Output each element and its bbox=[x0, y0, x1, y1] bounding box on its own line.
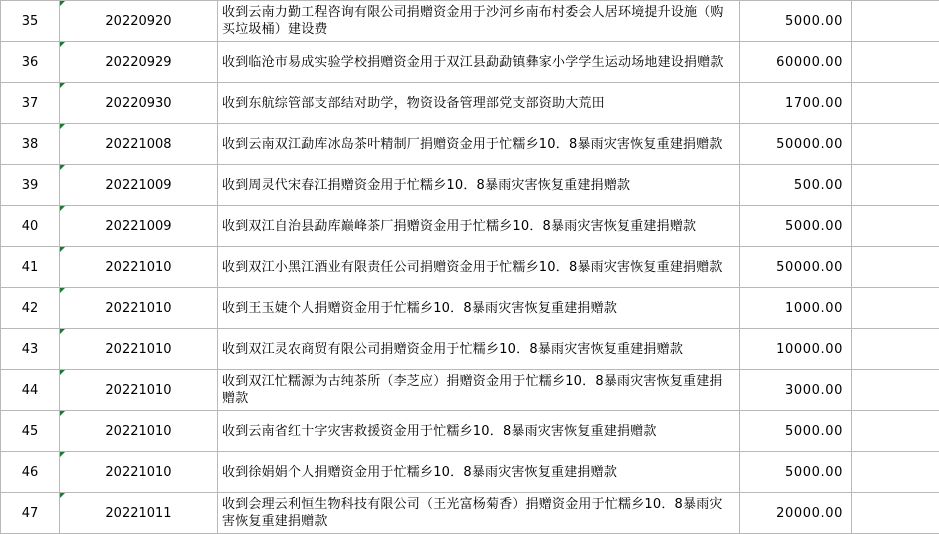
amount-text: 5000.00 bbox=[785, 423, 847, 440]
table-row[interactable] bbox=[1, 247, 939, 288]
description-text: 收到双江自治县勐库巅峰茶厂捐赠资金用于忙糯乡10．8暴雨灾害恢复重建捐赠款 bbox=[222, 218, 735, 235]
description-text: 收到临沧市易成实验学校捐赠资金用于双江县勐勐镇彝家小学学生运动场地建设捐赠款 bbox=[222, 54, 735, 71]
cell-amount[interactable] bbox=[740, 206, 852, 247]
amount-text: 1700.00 bbox=[785, 95, 847, 112]
table-row[interactable] bbox=[1, 329, 939, 370]
date-text: 20220929 bbox=[105, 55, 171, 70]
cell-comment-flag bbox=[60, 452, 65, 457]
table-row[interactable] bbox=[1, 452, 939, 493]
cell-comment-flag bbox=[60, 288, 65, 293]
cell-amount[interactable] bbox=[740, 42, 852, 83]
cell-index[interactable]: 39 bbox=[1, 165, 60, 206]
cell-comment-flag bbox=[60, 493, 65, 498]
cell-description[interactable] bbox=[218, 288, 740, 329]
table-row[interactable] bbox=[1, 83, 939, 124]
cell-amount[interactable] bbox=[740, 452, 852, 493]
cell-comment-flag bbox=[60, 329, 65, 334]
cell-date[interactable] bbox=[60, 42, 218, 83]
cell-index[interactable]: 35 bbox=[1, 1, 60, 42]
table-row[interactable] bbox=[1, 493, 939, 534]
cell-description[interactable] bbox=[218, 370, 740, 411]
cell-description[interactable] bbox=[218, 1, 740, 42]
amount-text: 3000.00 bbox=[785, 382, 847, 399]
cell-amount[interactable] bbox=[740, 493, 852, 534]
date-text: 20221010 bbox=[105, 260, 171, 275]
description-text: 收到东航综管部支部结对助学，物资设备管理部党支部资助大荒田 bbox=[222, 95, 735, 112]
cell-empty[interactable] bbox=[852, 370, 939, 411]
cell-comment-flag bbox=[60, 1, 65, 6]
date-text: 20221009 bbox=[105, 219, 171, 234]
amount-text: 60000.00 bbox=[776, 54, 847, 71]
cell-comment-flag bbox=[60, 206, 65, 211]
table-row[interactable] bbox=[1, 165, 939, 206]
cell-empty[interactable] bbox=[852, 206, 939, 247]
cell-date[interactable] bbox=[60, 493, 218, 534]
table-row[interactable] bbox=[1, 42, 939, 83]
cell-comment-flag bbox=[60, 165, 65, 170]
table-row[interactable] bbox=[1, 370, 939, 411]
cell-date[interactable] bbox=[60, 288, 218, 329]
cell-comment-flag bbox=[60, 411, 65, 416]
cell-amount[interactable] bbox=[740, 1, 852, 42]
cell-index[interactable]: 43 bbox=[1, 329, 60, 370]
cell-amount[interactable] bbox=[740, 370, 852, 411]
cell-description[interactable] bbox=[218, 124, 740, 165]
cell-date[interactable] bbox=[60, 452, 218, 493]
amount-text: 5000.00 bbox=[785, 13, 847, 30]
cell-date[interactable] bbox=[60, 370, 218, 411]
description-text: 收到徐娟娟个人捐赠资金用于忙糯乡10．8暴雨灾害恢复重建捐赠款 bbox=[222, 464, 735, 481]
cell-description[interactable] bbox=[218, 411, 740, 452]
cell-amount[interactable] bbox=[740, 247, 852, 288]
cell-amount[interactable] bbox=[740, 329, 852, 370]
table-row[interactable] bbox=[1, 206, 939, 247]
cell-empty[interactable] bbox=[852, 42, 939, 83]
cell-date[interactable] bbox=[60, 165, 218, 206]
amount-text: 50000.00 bbox=[776, 259, 847, 276]
date-text: 20220930 bbox=[105, 96, 171, 111]
cell-index[interactable]: 36 bbox=[1, 42, 60, 83]
cell-comment-flag bbox=[60, 247, 65, 252]
cell-empty[interactable] bbox=[852, 329, 939, 370]
table-row[interactable] bbox=[1, 411, 939, 452]
cell-comment-flag bbox=[60, 370, 65, 375]
cell-comment-flag bbox=[60, 124, 65, 129]
cell-empty[interactable] bbox=[852, 124, 939, 165]
cell-description[interactable] bbox=[218, 247, 740, 288]
cell-index[interactable]: 46 bbox=[1, 452, 60, 493]
amount-text: 20000.00 bbox=[776, 505, 847, 522]
cell-date[interactable] bbox=[60, 1, 218, 42]
date-text: 20221010 bbox=[105, 424, 171, 439]
date-text: 20221010 bbox=[105, 465, 171, 480]
cell-description[interactable] bbox=[218, 493, 740, 534]
cell-description[interactable] bbox=[218, 165, 740, 206]
cell-empty[interactable] bbox=[852, 247, 939, 288]
cell-amount[interactable] bbox=[740, 83, 852, 124]
cell-description[interactable] bbox=[218, 42, 740, 83]
date-text: 20221009 bbox=[105, 178, 171, 193]
cell-date[interactable] bbox=[60, 124, 218, 165]
description-text: 收到双江小黑江酒业有限责任公司捐赠资金用于忙糯乡10．8暴雨灾害恢复重建捐赠款 bbox=[222, 259, 735, 276]
cell-amount[interactable] bbox=[740, 288, 852, 329]
cell-empty[interactable] bbox=[852, 83, 939, 124]
date-text: 20221011 bbox=[105, 506, 171, 521]
amount-text: 5000.00 bbox=[785, 218, 847, 235]
cell-index[interactable]: 44 bbox=[1, 370, 60, 411]
description-text: 收到王玉婕个人捐赠资金用于忙糯乡10．8暴雨灾害恢复重建捐赠款 bbox=[222, 300, 735, 317]
amount-text: 500.00 bbox=[794, 177, 847, 194]
donation-table-body bbox=[1, 1, 939, 534]
cell-empty[interactable] bbox=[852, 411, 939, 452]
cell-amount[interactable] bbox=[740, 124, 852, 165]
cell-index[interactable]: 41 bbox=[1, 247, 60, 288]
cell-date[interactable] bbox=[60, 247, 218, 288]
cell-description[interactable] bbox=[218, 329, 740, 370]
cell-empty[interactable] bbox=[852, 165, 939, 206]
cell-empty[interactable] bbox=[852, 1, 939, 42]
description-text: 收到会理云利恒生物科技有限公司（王光富杨菊香）捐赠资金用于忙糯乡10．8暴雨灾害恢复重建捐赠款 bbox=[222, 496, 735, 530]
cell-comment-flag bbox=[60, 42, 65, 47]
cell-amount[interactable] bbox=[740, 411, 852, 452]
cell-date[interactable] bbox=[60, 83, 218, 124]
table-row[interactable] bbox=[1, 124, 939, 165]
cell-date[interactable] bbox=[60, 411, 218, 452]
date-text: 20221010 bbox=[105, 383, 171, 398]
amount-text: 1000.00 bbox=[785, 300, 847, 317]
date-text: 20220920 bbox=[105, 14, 171, 29]
cell-date[interactable] bbox=[60, 329, 218, 370]
amount-text: 10000.00 bbox=[776, 341, 847, 358]
cell-date[interactable] bbox=[60, 206, 218, 247]
cell-amount[interactable] bbox=[740, 165, 852, 206]
description-text: 收到双江灵农商贸有限公司捐赠资金用于忙糯乡10．8暴雨灾害恢复重建捐赠款 bbox=[222, 341, 735, 358]
date-text: 20221010 bbox=[105, 301, 171, 316]
cell-index[interactable]: 45 bbox=[1, 411, 60, 452]
cell-index[interactable]: 47 bbox=[1, 493, 60, 534]
table-row[interactable] bbox=[1, 288, 939, 329]
description-text: 收到双江忙糯源为古纯茶所（李芝应）捐赠资金用于忙糯乡10．8暴雨灾害恢复重建捐赠款 bbox=[222, 373, 735, 407]
description-text: 收到周灵代宋春江捐赠资金用于忙糯乡10．8暴雨灾害恢复重建捐赠款 bbox=[222, 177, 735, 194]
description-text: 收到云南双江勐库冰岛茶叶精制厂捐赠资金用于忙糯乡10．8暴雨灾害恢复重建捐赠款 bbox=[222, 136, 735, 153]
cell-description[interactable] bbox=[218, 452, 740, 493]
table-row[interactable] bbox=[1, 1, 939, 42]
amount-text: 50000.00 bbox=[776, 136, 847, 153]
cell-empty[interactable] bbox=[852, 288, 939, 329]
description-text: 收到云南力勤工程咨询有限公司捐赠资金用于沙河乡南布村委会人居环境提升设施（购买垃圾桶）建设费 bbox=[222, 4, 735, 38]
cell-index[interactable]: 40 bbox=[1, 206, 60, 247]
cell-index[interactable]: 38 bbox=[1, 124, 60, 165]
cell-index[interactable]: 37 bbox=[1, 83, 60, 124]
cell-index[interactable]: 42 bbox=[1, 288, 60, 329]
date-text: 20221008 bbox=[105, 137, 171, 152]
cell-empty[interactable] bbox=[852, 493, 939, 534]
cell-empty[interactable] bbox=[852, 452, 939, 493]
cell-description[interactable] bbox=[218, 83, 740, 124]
date-text: 20221010 bbox=[105, 342, 171, 357]
cell-description[interactable] bbox=[218, 206, 740, 247]
description-text: 收到云南省红十字灾害救援资金用于忙糯乡10．8暴雨灾害恢复重建捐赠款 bbox=[222, 423, 735, 440]
cell-comment-flag bbox=[60, 83, 65, 88]
amount-text: 5000.00 bbox=[785, 464, 847, 481]
